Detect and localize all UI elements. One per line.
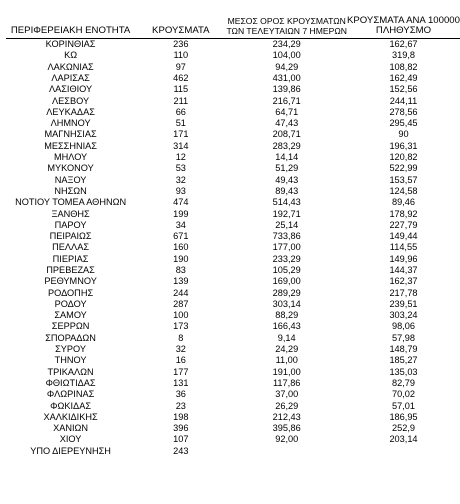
cell-cases: 32 — [175, 344, 186, 355]
cell-cases: 139 — [173, 276, 189, 287]
cell-per100k: 98,06 — [391, 321, 415, 332]
header-per100k-line2: ΠΛΗΘΥΣΜΟ — [375, 25, 432, 36]
cell-avg7: 64,71 — [275, 106, 299, 117]
cell-cases: 173 — [173, 321, 189, 332]
cell-avg7: 51,29 — [275, 163, 299, 174]
table-row — [6, 62, 460, 73]
cell-per100k: 295,45 — [389, 118, 418, 129]
table-row — [6, 95, 460, 106]
cell-region: ΧΙΟΥ — [59, 434, 82, 445]
cell-per100k: 82,79 — [391, 377, 415, 388]
cell-cases: 115 — [173, 84, 189, 95]
table-row — [6, 220, 460, 231]
table-row — [6, 254, 460, 265]
cell-per100k: 70,02 — [391, 389, 415, 400]
cell-per100k: 252,9 — [391, 423, 415, 434]
cell-cases: 671 — [173, 231, 189, 242]
table-row — [6, 310, 460, 321]
cell-cases: 66 — [175, 106, 186, 117]
cell-region: ΠΕΛΛΑΣ — [52, 242, 90, 253]
header-per100k-line1: ΚΡΟΥΣΜΑΤΑ ΑΝΑ 100000 — [346, 16, 460, 26]
cell-region: ΝΗΣΩΝ — [54, 185, 87, 196]
table-row — [6, 344, 460, 355]
table-row — [6, 367, 460, 378]
cell-per100k: 108,82 — [389, 61, 418, 72]
cell-avg7: 47,43 — [275, 118, 299, 129]
cell-region: ΡΕΘΥΜΝΟΥ — [44, 276, 97, 287]
cell-cases: 53 — [175, 163, 186, 174]
cell-per100k: 522,99 — [389, 163, 418, 174]
table-row — [6, 163, 460, 174]
cell-per100k: 178,92 — [389, 208, 418, 219]
cell-region: ΛΑΚΩΝΙΑΣ — [47, 61, 94, 72]
cell-cases: 32 — [175, 174, 186, 185]
cell-per100k: 153,57 — [389, 174, 418, 185]
cell-cases: 211 — [173, 95, 189, 106]
table-row — [6, 333, 460, 344]
cell-region: ΞΑΝΘΗΣ — [51, 208, 90, 219]
table-row — [6, 118, 460, 129]
cell-region: ΤΗΝΟΥ — [54, 355, 87, 366]
cell-region: ΠΡΕΒΕΖΑΣ — [46, 264, 95, 275]
cell-avg7: 233,29 — [272, 253, 301, 264]
table-row — [6, 265, 460, 276]
cell-avg7: 26,29 — [275, 400, 299, 411]
cell-per100k: 57,01 — [391, 400, 415, 411]
cell-region: ΝΟΤΙΟΥ ΤΟΜΕΑ ΑΘΗΝΩΝ — [15, 197, 127, 208]
cell-avg7: 11,00 — [275, 355, 298, 366]
table-row — [6, 231, 460, 242]
cell-cases: 314 — [173, 140, 189, 151]
cell-per100k: 203,14 — [389, 434, 418, 445]
cell-cases: 100 — [173, 310, 189, 321]
cell-avg7: 431,00 — [272, 72, 301, 83]
cell-per100k: 196,31 — [389, 140, 418, 151]
cell-avg7: 37,00 — [275, 389, 299, 400]
cell-region: ΠΙΕΡΙΑΣ — [52, 253, 89, 264]
cell-region: ΣΥΡΟΥ — [55, 344, 87, 355]
cell-per100k: 90 — [398, 129, 409, 140]
table-row — [6, 299, 460, 310]
cell-per100k: 303,24 — [389, 310, 418, 321]
cell-region: ΥΠΟ ΔΙΕΡΕΥΝΗΣΗ — [30, 445, 111, 456]
cell-cases: 110 — [173, 50, 189, 61]
cell-region: ΝΑΞΟΥ — [54, 174, 87, 185]
cell-cases: 107 — [173, 434, 189, 445]
cell-cases: 34 — [175, 219, 186, 230]
cell-per100k: 114,55 — [389, 242, 418, 253]
cell-avg7: 92,00 — [275, 434, 299, 445]
cell-per100k: 89,46 — [391, 197, 415, 208]
cell-region: ΜΕΣΣΗΝΙΑΣ — [44, 140, 97, 151]
table-row — [6, 141, 460, 152]
cell-region: ΛΕΥΚΑΔΑΣ — [46, 106, 95, 117]
cell-per100k: 149,44 — [389, 231, 418, 242]
table-row — [6, 288, 460, 299]
table-row — [6, 39, 460, 51]
cell-cases: 396 — [173, 423, 189, 434]
cell-per100k: 144,37 — [389, 264, 418, 275]
table-row — [6, 175, 460, 186]
cell-per100k: 162,37 — [389, 276, 418, 287]
table-row — [6, 434, 460, 445]
cell-region: ΡΟΔΟΠΗΣ — [48, 287, 94, 298]
table-row — [6, 446, 460, 457]
table-row — [6, 186, 460, 197]
cell-per100k: 319,8 — [391, 50, 415, 61]
cell-avg7: 166,43 — [272, 321, 301, 332]
cell-per100k: 162,67 — [389, 39, 418, 50]
cell-avg7: 104,00 — [272, 50, 301, 61]
cell-per100k: 227,79 — [389, 219, 418, 230]
cell-cases: 131 — [173, 377, 189, 388]
cell-region: ΦΩΚΙΔΑΣ — [50, 400, 91, 411]
cell-per100k: 162,49 — [389, 72, 418, 83]
cell-cases: 36 — [175, 389, 186, 400]
cell-region: ΛΕΣΒΟΥ — [52, 95, 90, 106]
cell-per100k: 152,56 — [389, 84, 418, 95]
cell-region: ΜΑΓΝΗΣΙΑΣ — [44, 129, 97, 140]
cell-per100k: 185,27 — [389, 355, 418, 366]
cell-avg7: 191,00 — [272, 366, 301, 377]
cell-cases: 462 — [173, 72, 189, 83]
cell-per100k: 148,79 — [389, 344, 418, 355]
cell-cases: 12 — [175, 152, 186, 163]
table-row — [6, 208, 460, 219]
cell-region: ΠΑΡΟΥ — [54, 219, 87, 230]
cell-cases: 177 — [173, 366, 189, 377]
cell-region: ΛΑΡΙΣΑΣ — [51, 72, 90, 83]
header-per100k — [347, 16, 460, 39]
cell-avg7: 514,43 — [272, 197, 301, 208]
cases-table — [6, 16, 460, 457]
cell-region: ΡΟΔΟΥ — [54, 298, 87, 309]
cell-region: ΜΥΚΟΝΟΥ — [47, 163, 94, 174]
cell-region: ΠΕΙΡΑΙΩΣ — [49, 231, 92, 242]
table-row — [6, 152, 460, 163]
cell-region: ΚΩ — [64, 50, 78, 61]
table-row — [6, 276, 460, 287]
cell-avg7: 105,29 — [272, 264, 301, 275]
table-row — [6, 378, 460, 389]
cell-avg7: 733,86 — [272, 231, 301, 242]
cell-avg7: 192,71 — [272, 208, 301, 219]
cell-region: ΜΗΛΟΥ — [53, 152, 88, 163]
cell-avg7: 14,14 — [275, 152, 299, 163]
table-row — [6, 197, 460, 208]
cell-per100k: 135,03 — [389, 366, 418, 377]
cell-per100k — [347, 446, 460, 457]
cell-per100k: 239,51 — [389, 298, 418, 309]
cell-per100k: 244,11 — [389, 95, 418, 106]
table-row — [6, 129, 460, 140]
cell-avg7: 25,14 — [275, 219, 299, 230]
header-avg7-line2: ΤΩΝ ΤΕΛΕΥΤΑΙΩΝ 7 ΗΜΕΡΩΝ — [226, 26, 347, 36]
table-row — [6, 242, 460, 253]
cell-region: ΣΕΡΡΩΝ — [51, 321, 90, 332]
cell-per100k: 149,96 — [389, 253, 418, 264]
cell-region: ΚΟΡΙΝΘΙΑΣ — [45, 39, 96, 50]
cell-region: ΧΑΝΙΩΝ — [53, 423, 89, 434]
table-row — [6, 389, 460, 400]
cell-avg7: 212,43 — [272, 411, 301, 422]
cell-cases: 93 — [175, 185, 186, 196]
cell-avg7: 395,86 — [272, 423, 301, 434]
cell-avg7: 117,86 — [273, 377, 301, 388]
cell-avg7: 289,29 — [272, 287, 301, 298]
cell-avg7: 177,00 — [272, 242, 301, 253]
cell-region: ΣΠΟΡΑΔΩΝ — [45, 332, 96, 343]
cell-per100k: 120,82 — [389, 152, 418, 163]
table-row — [6, 73, 460, 84]
cell-avg7: 49,43 — [275, 174, 299, 185]
table-body — [6, 39, 460, 457]
cell-cases: 171 — [173, 129, 189, 140]
cell-avg7: 9,14 — [277, 332, 296, 343]
cell-avg7: 169,00 — [272, 276, 301, 287]
cell-region: ΛΑΣΙΘΙΟΥ — [48, 84, 93, 95]
cell-cases: 474 — [173, 197, 189, 208]
table-row — [6, 107, 460, 118]
cell-cases: 8 — [178, 332, 184, 343]
header-cases: ΚΡΟΥΣΜΑΤΑ — [152, 25, 210, 36]
table-row — [6, 401, 460, 412]
cell-avg7 — [226, 446, 347, 457]
table-header-row — [6, 16, 460, 39]
cell-region: ΣΑΜΟΥ — [54, 310, 87, 321]
cell-per100k: 217,78 — [389, 287, 418, 298]
header-avg7-line1: ΜΕΣΟΣ ΟΡΟΣ ΚΡΟΥΣΜΑΤΩΝ — [227, 16, 346, 26]
cell-avg7: 94,29 — [275, 61, 299, 72]
table-row — [6, 50, 460, 61]
cell-cases: 236 — [173, 39, 189, 50]
cell-region: ΦΘΙΩΤΙΔΑΣ — [45, 377, 96, 388]
cell-avg7: 24,29 — [275, 344, 299, 355]
header-avg7 — [226, 16, 347, 39]
cell-per100k: 57,98 — [391, 332, 415, 343]
cell-cases: 198 — [173, 411, 189, 422]
cell-per100k: 186,95 — [389, 411, 418, 422]
cell-region: ΧΑΛΚΙΔΙΚΗΣ — [43, 411, 98, 422]
cell-region: ΦΛΩΡΙΝΑΣ — [46, 389, 95, 400]
cell-cases: 243 — [173, 445, 189, 456]
cell-cases: 160 — [173, 242, 189, 253]
cell-avg7: 303,14 — [272, 298, 301, 309]
cell-cases: 83 — [175, 264, 186, 275]
cell-cases: 244 — [173, 287, 189, 298]
cell-avg7: 88,29 — [275, 310, 299, 321]
cell-cases: 199 — [173, 208, 189, 219]
cell-cases: 190 — [173, 253, 189, 264]
cell-per100k: 124,58 — [389, 185, 418, 196]
cell-region: ΤΡΙΚΑΛΩΝ — [47, 366, 94, 377]
header-region: ΠΕΡΙΦΕΡΕΙΑΚΗ ΕΝΟΤΗΤΑ — [10, 25, 131, 36]
cell-avg7: 234,29 — [272, 39, 301, 50]
table-row — [6, 423, 460, 434]
cell-cases: 16 — [175, 355, 186, 366]
cell-avg7: 208,71 — [272, 129, 301, 140]
cell-avg7: 139,86 — [272, 84, 301, 95]
cell-per100k: 278,56 — [389, 106, 418, 117]
cell-avg7: 89,43 — [275, 185, 299, 196]
cell-avg7: 283,29 — [272, 140, 301, 151]
cell-region: ΛΗΜΝΟΥ — [50, 118, 91, 129]
cell-cases: 23 — [175, 400, 186, 411]
table-row — [6, 84, 460, 95]
cell-cases: 97 — [175, 61, 186, 72]
cell-cases: 51 — [175, 118, 186, 129]
cell-cases: 287 — [173, 298, 189, 309]
cell-avg7: 216,71 — [272, 95, 301, 106]
table-row — [6, 412, 460, 423]
table-row — [6, 321, 460, 332]
table-row — [6, 355, 460, 366]
